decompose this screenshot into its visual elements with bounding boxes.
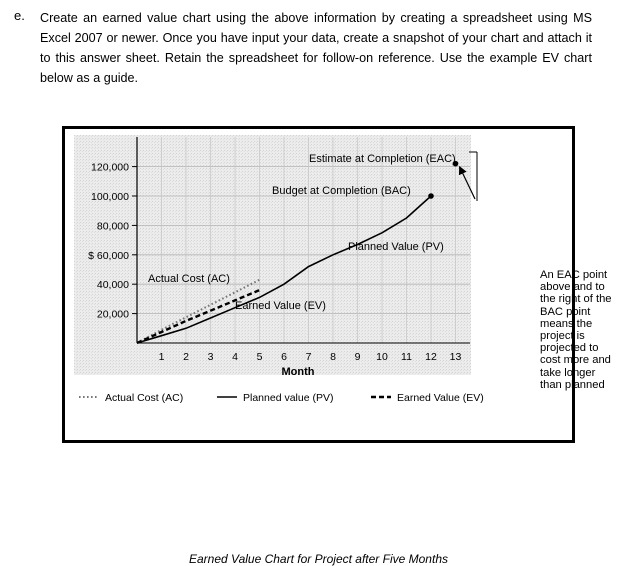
x-tick-label: 5 [256, 351, 263, 363]
y-tick-label: 120,000 [91, 161, 129, 174]
figure-caption: Earned Value Chart for Project after Five Months [188, 552, 448, 566]
question-text: Create an earned value chart using the above information by creating a spreadsheet using MS Excel 2007 or newer. Once you have input your data, create a snapshot of your chart and attach it to this answer sheet. Retain the spreadsheet for follow-on reference. Use the example EV chart below as a guide. [40, 11, 592, 85]
x-tick-label: 12 [425, 351, 437, 363]
x-tick-label: 1 [158, 351, 165, 363]
eac-note: An EAC point above and to the right of the BAC point means the project is projected to cost more and take longer than planned [540, 269, 612, 391]
x-tick-label: 2 [183, 351, 189, 363]
ev-label: Earned Value (EV) [235, 300, 326, 312]
pv-label: Planned Value (PV) [348, 241, 444, 253]
legend-label: Actual Cost (AC) [105, 392, 184, 404]
y-tick-label: $ 60,000 [88, 249, 129, 262]
y-tick-label: 40,000 [96, 279, 129, 292]
legend-label: Planned value (PV) [243, 392, 334, 404]
question-marker: e. [14, 8, 25, 23]
y-tick-label: 20,000 [96, 308, 129, 321]
x-tick-label: 3 [207, 351, 214, 363]
y-tick-label: 80,000 [96, 220, 129, 233]
legend [79, 392, 484, 404]
x-tick-label: 8 [330, 351, 336, 363]
ev-chart-figure [62, 126, 612, 566]
x-tick-label: 11 [401, 351, 412, 363]
x-tick-label: 10 [376, 351, 388, 363]
x-tick-label: 9 [354, 351, 361, 363]
x-axis-title: Month [281, 366, 315, 378]
eac-label: Estimate at Completion (EAC) [309, 153, 456, 165]
x-tick-label: 13 [449, 351, 462, 363]
y-tick-label: 100,000 [91, 191, 129, 203]
x-tick-label: 4 [232, 351, 238, 363]
bac-point [428, 193, 434, 199]
x-tick-label: 7 [305, 351, 312, 363]
x-tick-label: 6 [281, 351, 287, 363]
bac-label: Budget at Completion (BAC) [272, 185, 411, 197]
ev-chart [65, 129, 572, 440]
ac-label: Actual Cost (AC) [148, 273, 230, 285]
legend-label: Earned Value (EV) [397, 392, 484, 404]
